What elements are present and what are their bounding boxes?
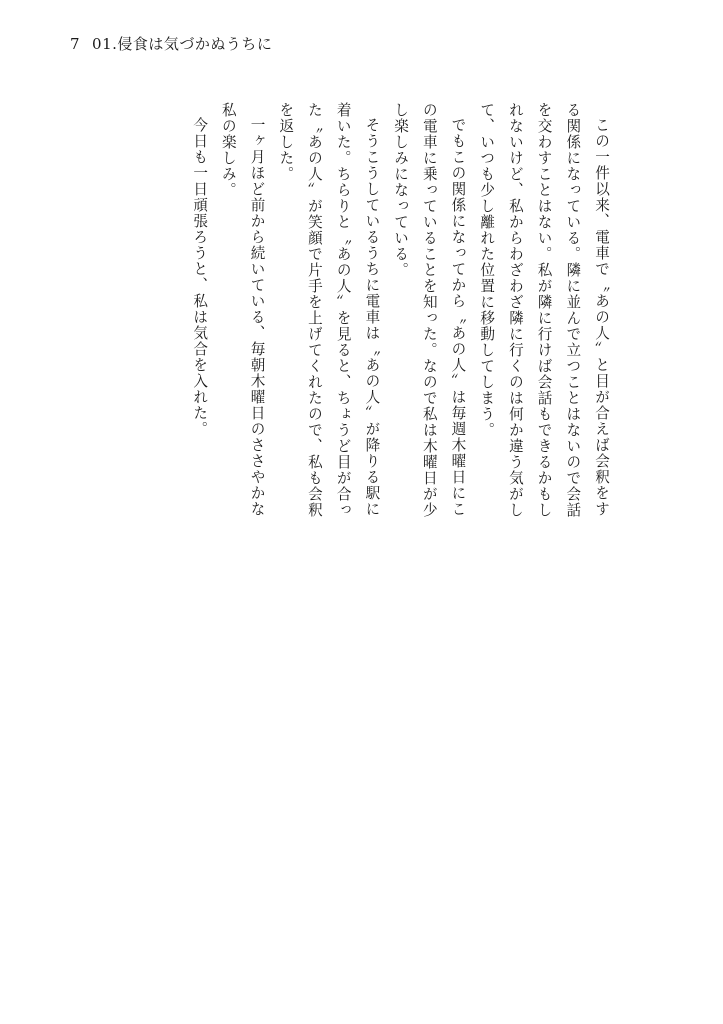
paragraph: この一件以来、電車で〝あの人〟と目が合えば会釈をする関係になっている。隣に並んで立つことはないので会話を交わすことはない。私が隣に行けば会話もできるかもしれないけど、私からわざわざ隣に行くのは何か違う気がして、いつも少し離れた位置に移動してしまう。 bbox=[478, 102, 610, 518]
chapter-title: 01.侵食は気づかぬうちに bbox=[92, 35, 273, 53]
paragraph: でもこの関係になってから〝あの人〟は毎週木曜日にこの電車に乗っていることを知った。なので私は木曜日が少し楽しみになっている。 bbox=[392, 102, 467, 518]
body-text bbox=[175, 102, 615, 522]
page-number: 7 bbox=[70, 35, 81, 53]
paragraph: そうこうしているうちに電車は〝あの人〟が降りる駅に着いた。ちらりと〝あの人〟を見ると、ちょうど目が合った〝あの人〟が笑顔で片手を上げてくれたので、私も会釈を返した。 bbox=[277, 102, 381, 518]
paragraph: 一ヶ月ほど前から続いている、毎朝木曜日のささやかな私の楽しみ。 bbox=[219, 102, 266, 517]
running-head bbox=[70, 34, 272, 54]
paragraph: 今日も一日頑張ろうと、私は気合を入れた。 bbox=[191, 116, 209, 437]
